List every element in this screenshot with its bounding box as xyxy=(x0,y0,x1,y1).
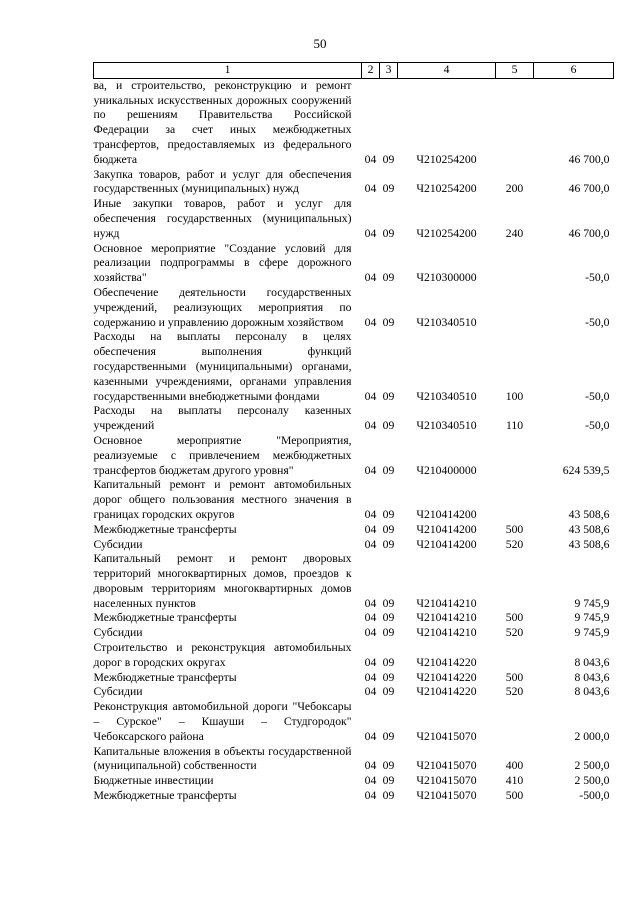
row-expense-type: 110 xyxy=(505,419,524,433)
row-subsection: 09 xyxy=(382,774,395,788)
table-row xyxy=(94,611,614,626)
row-section: 04 xyxy=(364,463,377,477)
row-description: Расходы на выплаты персоналу казенных учреждений xyxy=(93,404,352,433)
row-amount: 43 508,6 xyxy=(568,522,610,536)
table-row xyxy=(94,523,614,538)
table-row xyxy=(94,774,614,789)
row-section: 04 xyxy=(364,685,377,699)
row-expense-type: 520 xyxy=(505,685,524,699)
row-target-code: Ч210340510 xyxy=(416,315,477,329)
row-description: Обеспечение деятельности государственных учреждений, реализующих мероприятия по содержанию и управлению дорожным хозяйством xyxy=(93,285,352,329)
row-target-code: Ч210414210 xyxy=(416,626,477,640)
row-section: 04 xyxy=(364,389,377,403)
column-header: 5 xyxy=(496,63,534,79)
row-subsection: 09 xyxy=(382,759,395,773)
row-expense-type: 500 xyxy=(505,789,524,803)
row-section: 04 xyxy=(364,789,377,803)
row-section: 04 xyxy=(364,507,377,521)
row-description: Расходы на выплаты персоналу в целях обеспечения выполнения функций государственными (муниципальными) органами, казенными учреждениями, органами управления государственными внебюджетными фондами xyxy=(93,330,352,403)
column-header: 4 xyxy=(398,63,496,79)
row-target-code: Ч210414200 xyxy=(416,537,477,551)
page-number: 50 xyxy=(313,36,327,51)
row-amount: -50,0 xyxy=(585,419,610,433)
row-amount: -50,0 xyxy=(585,315,610,329)
row-expense-type: 400 xyxy=(505,759,524,773)
row-section: 04 xyxy=(364,759,377,773)
row-description: Межбюджетные трансферты xyxy=(93,611,237,625)
row-amount: 8 043,6 xyxy=(574,655,610,669)
row-expense-type xyxy=(496,641,534,671)
column-header: 1 xyxy=(94,63,362,79)
row-target-code: Ч210414220 xyxy=(416,685,477,699)
table-row xyxy=(94,242,614,286)
row-description: Закупка товаров, работ и услуг для обеспечения государственных (муниципальных) нужд xyxy=(93,167,352,196)
row-target-code: Ч210414220 xyxy=(416,670,477,684)
row-target-code: Ч210254200 xyxy=(416,182,477,196)
row-description: Основное мероприятие "Мероприятия, реализуемые с привлечением межбюджетных трансфертов бюджетам другого уровня" xyxy=(93,433,352,477)
row-amount: 9 745,9 xyxy=(574,626,610,640)
column-header: 3 xyxy=(380,63,398,79)
row-expense-type xyxy=(496,242,534,286)
table-row xyxy=(94,789,614,804)
row-amount: 9 745,9 xyxy=(574,611,610,625)
row-expense-type: 520 xyxy=(505,537,524,551)
row-subsection: 09 xyxy=(382,596,395,610)
row-amount: 2 500,0 xyxy=(574,759,610,773)
row-amount: 46 700,0 xyxy=(568,152,610,166)
row-expense-type: 500 xyxy=(505,670,524,684)
row-target-code: Ч210415070 xyxy=(416,759,477,773)
row-amount: 46 700,0 xyxy=(568,226,610,240)
row-description: Межбюджетные трансферты xyxy=(93,670,237,684)
table-row xyxy=(94,700,614,744)
table-row xyxy=(94,745,614,775)
table-row xyxy=(94,641,614,671)
row-section: 04 xyxy=(364,596,377,610)
row-description: Межбюджетные трансферты xyxy=(93,522,237,536)
row-target-code: Ч210414210 xyxy=(416,611,477,625)
row-target-code: Ч210300000 xyxy=(416,271,477,285)
table-body xyxy=(94,78,614,804)
table-row xyxy=(94,434,614,478)
row-subsection: 09 xyxy=(382,419,395,433)
row-target-code: Ч210340510 xyxy=(416,419,477,433)
row-section: 04 xyxy=(364,670,377,684)
row-expense-type xyxy=(496,478,534,522)
row-description: Бюджетные инвестиции xyxy=(93,774,214,788)
row-expense-type: 500 xyxy=(505,522,524,536)
row-target-code: Ч210414220 xyxy=(416,655,477,669)
row-target-code: Ч210414210 xyxy=(416,596,477,610)
table-header-row xyxy=(94,63,614,79)
row-target-code: Ч210340510 xyxy=(416,389,477,403)
row-subsection: 09 xyxy=(382,507,395,521)
row-expense-type: 520 xyxy=(505,626,524,640)
row-expense-type xyxy=(496,434,534,478)
row-subsection: 09 xyxy=(382,729,395,743)
row-subsection: 09 xyxy=(382,685,395,699)
row-expense-type: 410 xyxy=(505,774,524,788)
table-row xyxy=(94,330,614,404)
row-section: 04 xyxy=(364,537,377,551)
table-row xyxy=(94,197,614,241)
row-expense-type: 100 xyxy=(505,389,524,403)
row-expense-type: 240 xyxy=(505,226,524,240)
row-section: 04 xyxy=(364,522,377,536)
table-row xyxy=(94,626,614,641)
table-row xyxy=(94,478,614,522)
row-section: 04 xyxy=(364,626,377,640)
row-expense-type xyxy=(496,78,534,167)
row-subsection: 09 xyxy=(382,626,395,640)
row-amount: -50,0 xyxy=(585,389,610,403)
row-expense-type xyxy=(496,700,534,744)
row-expense-type: 500 xyxy=(505,611,524,625)
row-subsection: 09 xyxy=(382,463,395,477)
row-section: 04 xyxy=(364,152,377,166)
table-row xyxy=(94,168,614,198)
row-section: 04 xyxy=(364,182,377,196)
row-target-code: Ч210400000 xyxy=(416,463,477,477)
column-header: 6 xyxy=(534,63,614,79)
row-section: 04 xyxy=(364,226,377,240)
row-description: Строительство и реконструкция автомобильных дорог в городских округах xyxy=(93,641,352,669)
row-subsection: 09 xyxy=(382,271,395,285)
row-section: 04 xyxy=(364,271,377,285)
row-subsection: 09 xyxy=(382,611,395,625)
row-amount: 2 000,0 xyxy=(574,729,610,743)
row-description: Иные закупки товаров, работ и услуг для обеспечения государственных (муниципальных) нужд xyxy=(93,197,352,240)
row-section: 04 xyxy=(364,655,377,669)
column-header: 2 xyxy=(362,63,380,79)
row-amount: 624 539,5 xyxy=(562,463,610,477)
table-row xyxy=(94,286,614,330)
row-section: 04 xyxy=(364,729,377,743)
row-description: Межбюджетные трансферты xyxy=(93,789,237,803)
row-subsection: 09 xyxy=(382,389,395,403)
row-amount: 46 700,0 xyxy=(568,182,610,196)
row-subsection: 09 xyxy=(382,152,395,166)
row-subsection: 09 xyxy=(382,182,395,196)
row-amount: 43 508,6 xyxy=(568,507,610,521)
row-description: Капитальный ремонт и ремонт автомобильных дорог общего пользования местного значения в границах городских округов xyxy=(93,478,352,521)
row-subsection: 09 xyxy=(382,522,395,536)
table-row xyxy=(94,685,614,700)
row-subsection: 09 xyxy=(382,315,395,329)
row-target-code: Ч210254200 xyxy=(416,152,477,166)
row-expense-type: 200 xyxy=(505,182,524,196)
row-expense-type xyxy=(496,286,534,330)
row-target-code: Ч210414200 xyxy=(416,522,477,536)
row-amount: -50,0 xyxy=(585,271,610,285)
row-description: Капитальный ремонт и ремонт дворовых территорий многоквартирных домов, проездов к дворовым территориям многоквартирных домов населенных пунктов xyxy=(93,552,352,610)
row-target-code: Ч210254200 xyxy=(416,226,477,240)
row-amount: -500,0 xyxy=(579,789,610,803)
row-amount: 2 500,0 xyxy=(574,774,610,788)
row-section: 04 xyxy=(364,611,377,625)
row-description: Основное мероприятие "Создание условий для реализации подпрограммы в сфере дорожного хозяйства" xyxy=(93,241,352,285)
table-row xyxy=(94,78,614,167)
row-target-code: Ч210414200 xyxy=(416,507,477,521)
row-amount: 8 043,6 xyxy=(574,670,610,684)
table-row xyxy=(94,538,614,553)
row-description: Капитальные вложения в объекты государственной (муниципальной) собственности xyxy=(93,744,352,773)
row-section: 04 xyxy=(364,315,377,329)
row-target-code: Ч210415070 xyxy=(416,774,477,788)
row-section: 04 xyxy=(364,774,377,788)
budget-table xyxy=(93,62,614,804)
row-amount: 43 508,6 xyxy=(568,537,610,551)
table-row xyxy=(94,552,614,611)
row-section: 04 xyxy=(364,419,377,433)
table-row xyxy=(94,404,614,434)
row-description: Субсидии xyxy=(93,685,143,699)
row-description: Субсидии xyxy=(93,626,143,640)
row-target-code: Ч210415070 xyxy=(416,789,477,803)
row-subsection: 09 xyxy=(382,226,395,240)
table-row xyxy=(94,671,614,686)
row-description: ва, и строительство, реконструкцию и ремонт уникальных искусственных дорожных сооружений по решениям Правительства Российской Федерации за счет иных межбюджетных трансфертов, предоставляемых из федерального бюджета xyxy=(93,78,352,166)
row-target-code: Ч210415070 xyxy=(416,729,477,743)
row-amount: 8 043,6 xyxy=(574,685,610,699)
row-subsection: 09 xyxy=(382,655,395,669)
row-description: Реконструкция автомобильной дороги "Чебоксары – Сурское" – Кшауши – Студгородок" Чебоксарского района xyxy=(93,700,352,743)
row-description: Субсидии xyxy=(93,537,143,551)
row-amount: 9 745,9 xyxy=(574,596,610,610)
row-subsection: 09 xyxy=(382,670,395,684)
row-expense-type xyxy=(496,552,534,611)
row-subsection: 09 xyxy=(382,789,395,803)
row-subsection: 09 xyxy=(382,537,395,551)
